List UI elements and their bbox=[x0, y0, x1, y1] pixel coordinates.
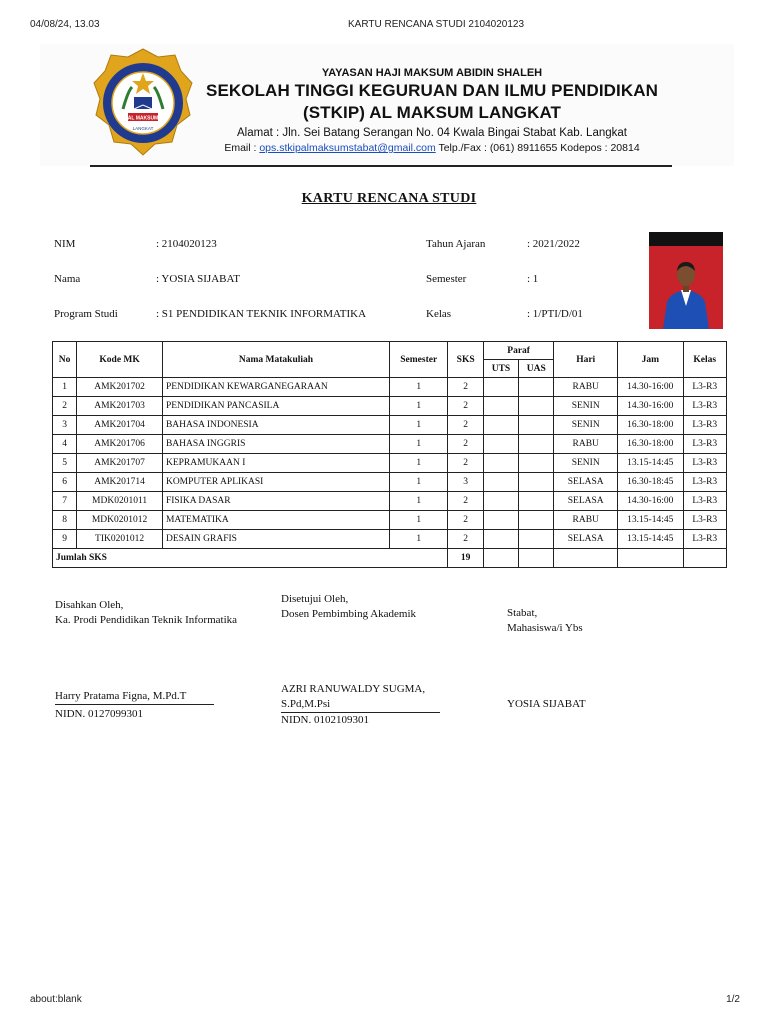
cell-jam: 16.30-18:45 bbox=[617, 473, 683, 492]
cell-uas bbox=[519, 378, 554, 397]
academic-advisor-label: Dosen Pembimbing Akademik bbox=[281, 608, 417, 620]
cell-no: 4 bbox=[53, 435, 77, 454]
table-row bbox=[53, 416, 727, 435]
cell-jam: 14.30-16:00 bbox=[617, 378, 683, 397]
cell-hari bbox=[554, 549, 618, 568]
print-header bbox=[0, 19, 768, 33]
academic-advisor-nidn: NIDN. 0102109301 bbox=[281, 714, 369, 726]
cell-kode-mk: AMK201703 bbox=[77, 397, 163, 416]
nama-value: : YOSIA SIJABAT bbox=[156, 273, 240, 285]
cell-semester: 1 bbox=[389, 530, 448, 549]
tahun-ajaran-value: : 2021/2022 bbox=[527, 238, 580, 250]
table-row bbox=[53, 530, 727, 549]
table-row bbox=[53, 454, 727, 473]
header-uas: UAS bbox=[519, 360, 554, 378]
cell-kelas bbox=[683, 549, 726, 568]
prodi-value: : S1 PENDIDIKAN TEKNIK INFORMATIKA bbox=[156, 308, 367, 320]
cell-nama-matakuliah: DESAIN GRAFIS bbox=[162, 530, 389, 549]
header-semester: Semester bbox=[389, 342, 448, 378]
cell-nama-matakuliah: MATEMATIKA bbox=[162, 511, 389, 530]
head-of-program-label: Ka. Prodi Pendidikan Teknik Informatika bbox=[55, 614, 238, 626]
cell-sks: 2 bbox=[448, 378, 483, 397]
total-sks-label: Jumlah SKS bbox=[53, 549, 448, 568]
institution-address: Alamat : Jln. Sei Batang Serangan No. 04 Kwala Bingai Stabat Kab. Langkat bbox=[237, 127, 627, 139]
cell-no: 9 bbox=[53, 530, 77, 549]
cell-uts bbox=[483, 473, 518, 492]
table-row bbox=[53, 435, 727, 454]
cell-hari: RABU bbox=[554, 511, 618, 530]
letterhead-text bbox=[202, 66, 662, 156]
cell-kelas: L3-R3 bbox=[683, 454, 726, 473]
cell-hari: SELASA bbox=[554, 473, 618, 492]
ratified-by-label: Disahkan Oleh, bbox=[55, 599, 124, 611]
cell-nama-matakuliah: KEPRAMUKAAN I bbox=[162, 454, 389, 473]
cell-uas bbox=[519, 397, 554, 416]
kelas-label: Kelas bbox=[426, 308, 452, 320]
header-jam: Jam bbox=[617, 342, 683, 378]
cell-no: 8 bbox=[53, 511, 77, 530]
cell-nama-matakuliah: BAHASA INGGRIS bbox=[162, 435, 389, 454]
document-title: KARTU RENCANA STUDI bbox=[301, 191, 477, 206]
cell-uas bbox=[519, 435, 554, 454]
institution-name-line1: SEKOLAH TINGGI KEGURUAN DAN ILMU PENDIDIKAN bbox=[206, 81, 658, 100]
cell-uts bbox=[483, 530, 518, 549]
cell-sks: 2 bbox=[448, 454, 483, 473]
cell-hari: SENIN bbox=[554, 416, 618, 435]
header-uts: UTS bbox=[483, 360, 518, 378]
signature-middle-heading bbox=[281, 592, 416, 622]
cell-semester: 1 bbox=[389, 492, 448, 511]
cell-kelas: L3-R3 bbox=[683, 416, 726, 435]
cell-no: 5 bbox=[53, 454, 77, 473]
print-page-number: 1/2 bbox=[726, 994, 740, 1005]
cell-jam: 13.15-14:45 bbox=[617, 454, 683, 473]
cell-semester: 1 bbox=[389, 397, 448, 416]
cell-kelas: L3-R3 bbox=[683, 397, 726, 416]
cell-kode-mk: AMK201706 bbox=[77, 435, 163, 454]
cell-jam: 14.30-16:00 bbox=[617, 492, 683, 511]
cell-uts bbox=[483, 492, 518, 511]
institution-name-line2: (STKIP) AL MAKSUM LANGKAT bbox=[302, 103, 562, 122]
cell-kelas: L3-R3 bbox=[683, 473, 726, 492]
cell-sks: 2 bbox=[448, 492, 483, 511]
stkip-seal-logo bbox=[92, 47, 194, 165]
email-label: Email : bbox=[224, 142, 260, 154]
cell-kelas: L3-R3 bbox=[683, 492, 726, 511]
signature-right-heading bbox=[507, 606, 583, 636]
cell-sks: 2 bbox=[448, 530, 483, 549]
person-silhouette-icon bbox=[649, 232, 723, 329]
cell-semester: 1 bbox=[389, 416, 448, 435]
cell-sks: 2 bbox=[448, 416, 483, 435]
header-kelas: Kelas bbox=[683, 342, 726, 378]
student-label: Mahasiswa/i Ybs bbox=[507, 622, 583, 634]
cell-uts bbox=[483, 454, 518, 473]
cell-sks: 2 bbox=[448, 435, 483, 454]
student-signature-name: YOSIA SIJABAT bbox=[507, 698, 586, 710]
cell-uas bbox=[519, 416, 554, 435]
cell-jam bbox=[617, 549, 683, 568]
print-url: about:blank bbox=[30, 994, 82, 1005]
cell-hari: RABU bbox=[554, 435, 618, 454]
nim-value: : 2104020123 bbox=[156, 238, 217, 250]
cell-kelas: L3-R3 bbox=[683, 530, 726, 549]
cell-hari: SELASA bbox=[554, 492, 618, 511]
seal-text: AL MAKSUM bbox=[127, 115, 159, 122]
cell-uts bbox=[483, 549, 518, 568]
cell-no: 3 bbox=[53, 416, 77, 435]
cell-nama-matakuliah: KOMPUTER APLIKASI bbox=[162, 473, 389, 492]
institution-contact bbox=[202, 141, 662, 156]
cell-hari: RABU bbox=[554, 378, 618, 397]
cell-hari: SENIN bbox=[554, 454, 618, 473]
course-table bbox=[52, 341, 727, 568]
head-of-program-nidn: NIDN. 0127099301 bbox=[55, 708, 143, 720]
header-paraf: Paraf bbox=[483, 342, 554, 360]
cell-kode-mk: AMK201704 bbox=[77, 416, 163, 435]
cell-kelas: L3-R3 bbox=[683, 511, 726, 530]
table-row bbox=[53, 492, 727, 511]
cell-uas bbox=[519, 492, 554, 511]
table-row bbox=[53, 378, 727, 397]
head-of-program-name: Harry Pratama Figna, M.Pd.T bbox=[55, 689, 214, 705]
cell-hari: SENIN bbox=[554, 397, 618, 416]
header-hari: Hari bbox=[554, 342, 618, 378]
total-sks-value: 19 bbox=[448, 549, 483, 568]
cell-kode-mk: AMK201707 bbox=[77, 454, 163, 473]
cell-uts bbox=[483, 435, 518, 454]
header-no: No bbox=[53, 342, 77, 378]
advisor-name-line1: AZRI RANUWALDY SUGMA, bbox=[281, 683, 426, 695]
total-row bbox=[53, 549, 727, 568]
header-nama-matakuliah: Nama Matakuliah bbox=[162, 342, 389, 378]
place-label: Stabat, bbox=[507, 607, 538, 619]
cell-semester: 1 bbox=[389, 435, 448, 454]
nim-label: NIM bbox=[54, 238, 76, 250]
cell-no: 1 bbox=[53, 378, 77, 397]
email-link[interactable]: ops.stkipalmaksumstabat@gmail.com bbox=[259, 142, 436, 154]
academic-advisor-name bbox=[281, 682, 440, 713]
contact-details: Telp./Fax : (061) 8911655 Kodepos : 20814 bbox=[435, 142, 640, 154]
cell-jam: 16.30-18:00 bbox=[617, 435, 683, 454]
cell-nama-matakuliah: PENDIDIKAN PANCASILA bbox=[162, 397, 389, 416]
cell-uts bbox=[483, 397, 518, 416]
approved-by-label: Disetujui Oleh, bbox=[281, 593, 349, 605]
cell-kelas: L3-R3 bbox=[683, 378, 726, 397]
cell-no: 7 bbox=[53, 492, 77, 511]
cell-sks: 2 bbox=[448, 511, 483, 530]
cell-sks: 2 bbox=[448, 397, 483, 416]
table-row bbox=[53, 511, 727, 530]
cell-semester: 1 bbox=[389, 511, 448, 530]
cell-uas bbox=[519, 454, 554, 473]
cell-kelas: L3-R3 bbox=[683, 435, 726, 454]
cell-nama-matakuliah: BAHASA INDONESIA bbox=[162, 416, 389, 435]
cell-jam: 13.15-14:45 bbox=[617, 530, 683, 549]
tahun-ajaran-label: Tahun Ajaran bbox=[426, 238, 486, 250]
print-datetime: 04/08/24, 13.03 bbox=[30, 19, 100, 30]
print-footer bbox=[0, 994, 768, 1008]
cell-jam: 13.15-14:45 bbox=[617, 511, 683, 530]
semester-label: Semester bbox=[426, 273, 467, 285]
table-row bbox=[53, 473, 727, 492]
cell-uts bbox=[483, 378, 518, 397]
cell-sks: 3 bbox=[448, 473, 483, 492]
advisor-name-line2: S.Pd,M.Psi bbox=[281, 698, 331, 710]
letterhead bbox=[40, 44, 734, 166]
print-doc-title: KARTU RENCANA STUDI 2104020123 bbox=[348, 19, 525, 30]
cell-uas bbox=[519, 511, 554, 530]
cell-jam: 14.30-16:00 bbox=[617, 397, 683, 416]
cell-nama-matakuliah: FISIKA DASAR bbox=[162, 492, 389, 511]
cell-kode-mk: MDK0201011 bbox=[77, 492, 163, 511]
table-header-row bbox=[53, 342, 727, 360]
cell-nama-matakuliah: PENDIDIKAN KEWARGANEGARAAN bbox=[162, 378, 389, 397]
table-row bbox=[53, 397, 727, 416]
nama-label: Nama bbox=[54, 273, 81, 285]
cell-hari: SELASA bbox=[554, 530, 618, 549]
cell-kode-mk: AMK201714 bbox=[77, 473, 163, 492]
header-sks: SKS bbox=[448, 342, 483, 378]
cell-uas bbox=[519, 530, 554, 549]
cell-jam: 16.30-18:00 bbox=[617, 416, 683, 435]
letterhead-divider bbox=[90, 165, 672, 167]
cell-no: 6 bbox=[53, 473, 77, 492]
cell-semester: 1 bbox=[389, 454, 448, 473]
cell-kode-mk: MDK0201012 bbox=[77, 511, 163, 530]
student-photo bbox=[649, 232, 723, 329]
cell-uts bbox=[483, 416, 518, 435]
kelas-value: : 1/PTI/D/01 bbox=[527, 308, 583, 320]
semester-value: : 1 bbox=[527, 273, 539, 285]
foundation-name: YAYASAN HAJI MAKSUM ABIDIN SHALEH bbox=[321, 67, 543, 79]
seal-subtext: LANGKAT bbox=[132, 126, 154, 131]
cell-semester: 1 bbox=[389, 473, 448, 492]
cell-uas bbox=[519, 473, 554, 492]
cell-kode-mk: AMK201702 bbox=[77, 378, 163, 397]
cell-semester: 1 bbox=[389, 378, 448, 397]
prodi-label: Program Studi bbox=[54, 308, 118, 320]
header-kode-mk: Kode MK bbox=[77, 342, 163, 378]
cell-uas bbox=[519, 549, 554, 568]
cell-no: 2 bbox=[53, 397, 77, 416]
cell-kode-mk: TIK0201012 bbox=[77, 530, 163, 549]
signature-left-heading bbox=[55, 598, 237, 628]
cell-uts bbox=[483, 511, 518, 530]
